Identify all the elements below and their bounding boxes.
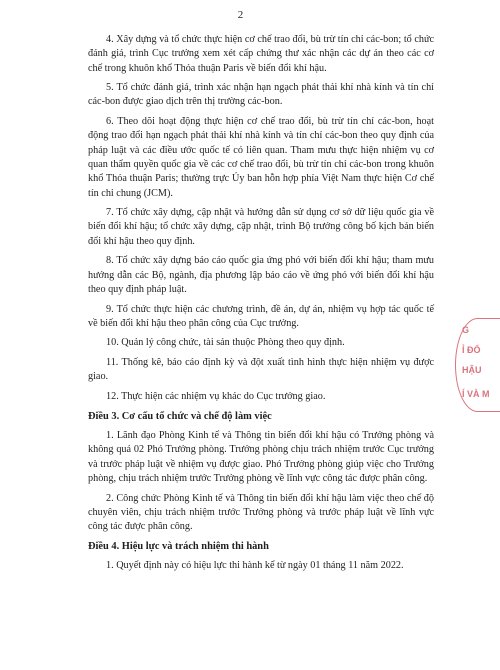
stamp-text-3: HẬU <box>462 365 482 375</box>
article-3-clause-2: 2. Công chức Phòng Kinh tế và Thông tin biến đổi khí hậu làm việc theo chế độ chuyên viên, chịu trách nhiệm trước Trưởng phòng và trước pháp luật về lĩnh vực công tác được phân công. <box>88 492 434 533</box>
item-5: 5. Tổ chức đánh giá, trình xác nhận hạn ngạch phát thải khí nhà kính và tín chỉ các-bon được giao dịch trên thị trường các-bon. <box>88 82 434 108</box>
item-8: 8. Tổ chức xây dựng báo cáo quốc gia ứng phó với biến đổi khí hậu; tham mưu hướng dẫn các Bộ, ngành, địa phương lập báo cáo về ứng phó với biến đổi khí hậu theo quy định pháp luật. <box>88 255 434 295</box>
item-7: 7. Tổ chức xây dựng, cập nhật và hướng dẫn sử dụng cơ sở dữ liệu quốc gia về biến đổi khí hậu; tổ chức xây dựng, cập nhật, trình Bộ trưởng công bố kịch bản biến đổi khí hậu theo quy định. <box>88 207 434 247</box>
item-4: 4. Xây dựng và tổ chức thực hiện cơ chế trao đổi, bù trừ tín chỉ các-bon; tổ chức đánh giá, trình Cục trưởng xem xét cấp chứng thư xác nhận các dự án theo các cơ chế trong khuôn khổ Thỏa thuận Paris về biến đổi khí hậu. <box>88 34 434 74</box>
item-9: 9. Tổ chức thực hiện các chương trình, đề án, dự án, nhiệm vụ hợp tác quốc tế về biến đổi khí hậu theo phân công của Cục trưởng. <box>88 303 434 329</box>
stamp-text-4: Í VÀ M <box>462 389 490 399</box>
document-body <box>88 33 434 579</box>
item-10: 10. Quản lý công chức, tài sản thuộc Phòng theo quy định. <box>106 337 345 349</box>
stamp-text-2: Ỉ ĐỔ <box>462 345 481 355</box>
article-3-heading: Điều 3. Cơ cấu tổ chức và chế độ làm việc <box>88 410 272 422</box>
page-number: 2 <box>237 9 244 21</box>
red-seal-stamp <box>455 318 500 412</box>
article-4-heading: Điều 4. Hiệu lực và trách nhiệm thi hành <box>88 540 269 552</box>
article-3-clause-1: 1. Lãnh đạo Phòng Kinh tế và Thông tin biến đổi khí hậu có Trưởng phòng và không quá 02 Phó Trưởng phòng. Trưởng phòng chịu trách nhiệm trước Cục trưởng và trước pháp luật về nhiệm vụ được giao. Phó Trưởng phòng giúp việc cho Trưởng phòng, chịu trách nhiệm trước Trưởng phòng về lĩnh vực công tác được phân công. <box>88 430 434 484</box>
stamp-text-1: G <box>462 325 470 335</box>
article-4-clause-1: 1. Quyết định này có hiệu lực thi hành kể từ ngày 01 tháng 11 năm 2022. <box>106 560 404 572</box>
item-6: 6. Theo dõi hoạt động thực hiện cơ chế trao đổi, bù trừ tín chỉ các-bon, hoạt động trao đổi hạn ngạch phát thải khí nhà kính và tín chỉ các-bon theo quy định của pháp luật và các điều ước quốc tế có liên quan. Tham mưu thực hiện nhiệm vụ cơ quan thẩm quyền quốc gia về các cơ chế trao đổi, bù trừ tín chỉ các-bon trong khuôn khổ Thỏa thuận Paris; thường trực Ủy ban hỗn hợp phía Việt Nam thực hiện Cơ chế tín chỉ chung (JCM). <box>88 116 434 199</box>
item-12: 12. Thực hiện các nhiệm vụ khác do Cục trưởng giao. <box>106 390 326 402</box>
item-11: 11. Thống kê, báo cáo định kỳ và đột xuất tình hình thực hiện nhiệm vụ được giao. <box>88 357 434 383</box>
